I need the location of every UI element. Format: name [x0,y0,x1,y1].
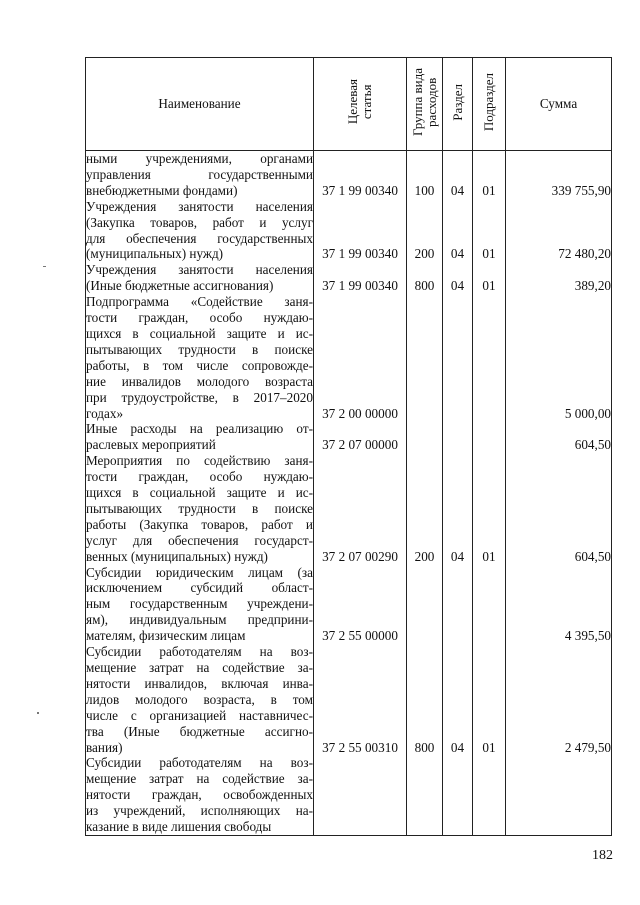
row-target: 37 2 07 00000 [314,421,407,453]
row-name-line: исключением субсидий област- [86,580,313,596]
row-name-line: (муниципальных) нужд) [86,246,224,262]
row-name-line: Учреждения занятости населения [86,198,313,214]
row-name-line: тва (Иные бюджетные ассигно- [86,723,313,739]
table-row [86,565,612,645]
table-row [86,453,612,564]
row-name-line: внебюджетными фондами) [86,182,238,198]
row-name-line: Мероприятия по содействию заня- [86,453,313,469]
row-target: 37 2 00 00000 [314,294,407,421]
row-name [86,453,314,564]
row-section [443,565,473,645]
row-name-line: услуг для обеспечения государст- [86,532,313,548]
row-name-line: (Иные бюджетные ассигнования) [86,278,274,294]
header-group [407,58,443,151]
page-number: 182 [592,848,613,863]
row-group: 200 [407,199,443,263]
row-name-line: Иные расходы на реализацию от- [86,421,313,437]
row-sum: 339 755,90 [506,151,612,199]
table-row [86,755,612,835]
row-subsection: 01 [473,151,506,199]
header-subsection [473,58,506,151]
row-subsection: 01 [473,262,506,294]
row-subsection: 01 [473,199,506,263]
row-name-line: Подпрограмма «Содействие заня- [86,294,313,310]
row-group: 800 [407,644,443,755]
table-row [86,199,612,263]
row-name-line: мателям, физическим лицам [86,628,246,644]
row-name-line: щихся в социальной защите и ис- [86,485,313,501]
row-target: 37 1 99 00340 [314,262,407,294]
row-group [407,421,443,453]
row-section: 04 [443,644,473,755]
table-row [86,421,612,453]
row-sum: 5 000,00 [506,294,612,421]
row-name-line: мещение затрат на содействие за- [86,771,313,787]
table-row [86,644,612,755]
header-sum: Сумма [506,58,612,151]
row-sum: 72 480,20 [506,199,612,263]
row-name [86,151,314,199]
row-sum: 2 479,50 [506,644,612,755]
row-name-line: ными учреждениями, органами [86,151,313,166]
row-name-line: числе с организацией наставничес- [86,707,313,723]
row-name-line: тости граждан, особо нуждаю- [86,469,313,485]
row-section: 04 [443,453,473,564]
row-name-line: нятости инвалидов, включая инва- [86,675,313,691]
row-name-line: ям), индивидуальным предприни- [86,612,313,628]
row-name-line: лидов молодого возраста, в том [86,691,313,707]
row-sum [506,755,612,835]
row-name-line: нятости граждан, освобожденных [86,787,313,803]
row-name-line: щихся в социальной защите и ис- [86,325,313,341]
row-sum: 389,20 [506,262,612,294]
table-body [86,151,612,836]
row-subsection [473,755,506,835]
row-name-line: управления государственными [86,166,313,182]
row-group [407,565,443,645]
row-name-line: пытывающих трудности в поиске [86,341,313,357]
row-subsection [473,294,506,421]
row-target: 37 2 07 00290 [314,453,407,564]
row-section [443,294,473,421]
header-group-text: Группа вида расходов [409,68,439,137]
header-name: Наименование [86,58,314,151]
row-name-line: работы, в том числе сопровожде- [86,357,313,373]
row-subsection [473,565,506,645]
row-section: 04 [443,262,473,294]
row-name-line: ние инвалидов молодого возраста [86,373,313,389]
row-subsection: 01 [473,453,506,564]
row-group [407,755,443,835]
row-name-line: Учреждения занятости населения [86,262,313,278]
row-name [86,294,314,421]
row-name [86,644,314,755]
header-subsection-text: Подраздел [481,72,496,132]
row-name-line: ным государственным учреждени- [86,596,313,612]
row-section [443,755,473,835]
header-target [314,58,407,151]
header-section-text: Раздел [449,83,465,121]
header-section [443,58,473,151]
row-target [314,755,407,835]
row-name-line: Субсидии юридическим лицам (за [86,564,313,580]
table-row [86,262,612,294]
row-subsection: 01 [473,644,506,755]
row-section: 04 [443,151,473,199]
row-section: 04 [443,199,473,263]
row-name [86,262,314,294]
row-name-line: мещение затрат на содействие за- [86,660,313,675]
table-row [86,294,612,421]
scan-speck [37,712,39,714]
row-name [86,421,314,453]
row-name-line: работы (Закупка товаров, работ и [86,516,313,532]
row-sum: 604,50 [506,453,612,564]
row-name-line: Субсидии работодателям на воз- [86,755,313,771]
row-name-line: (Закупка товаров, работ и услуг [86,214,313,230]
row-group [407,294,443,421]
row-group: 800 [407,262,443,294]
row-target: 37 1 99 00340 [314,151,407,199]
row-name-line: венных (муниципальных) нужд) [86,548,268,564]
table-header [86,58,612,151]
row-group: 100 [407,151,443,199]
budget-table [85,57,612,836]
row-section [443,421,473,453]
row-name [86,565,314,645]
row-name-line: раслевых мероприятий [86,437,216,453]
row-name-line: годах» [86,405,124,421]
row-sum: 4 395,50 [506,565,612,645]
row-name [86,755,314,835]
row-name-line: казание в виде лишения свободы [86,819,272,835]
table-row [86,151,612,199]
row-target: 37 1 99 00340 [314,199,407,263]
row-name-line: тости граждан, особо нуждаю- [86,310,313,326]
scan-speck [43,266,46,267]
row-name-line: при трудоустройстве, в 2017–2020 [86,389,313,405]
row-name-line: пытывающих трудности в поиске [86,500,313,516]
row-sum: 604,50 [506,421,612,453]
header-target-text: Целевая статья [345,79,374,125]
row-target: 37 2 55 00310 [314,644,407,755]
row-name-line: из учреждений, исполняющих на- [86,803,313,819]
row-name [86,199,314,263]
row-target: 37 2 55 00000 [314,565,407,645]
row-subsection [473,421,506,453]
row-name-line: для обеспечения государственных [86,230,313,246]
row-name-line: Субсидии работодателям на воз- [86,644,313,660]
row-group: 200 [407,453,443,564]
row-name-line: вания) [86,739,123,755]
